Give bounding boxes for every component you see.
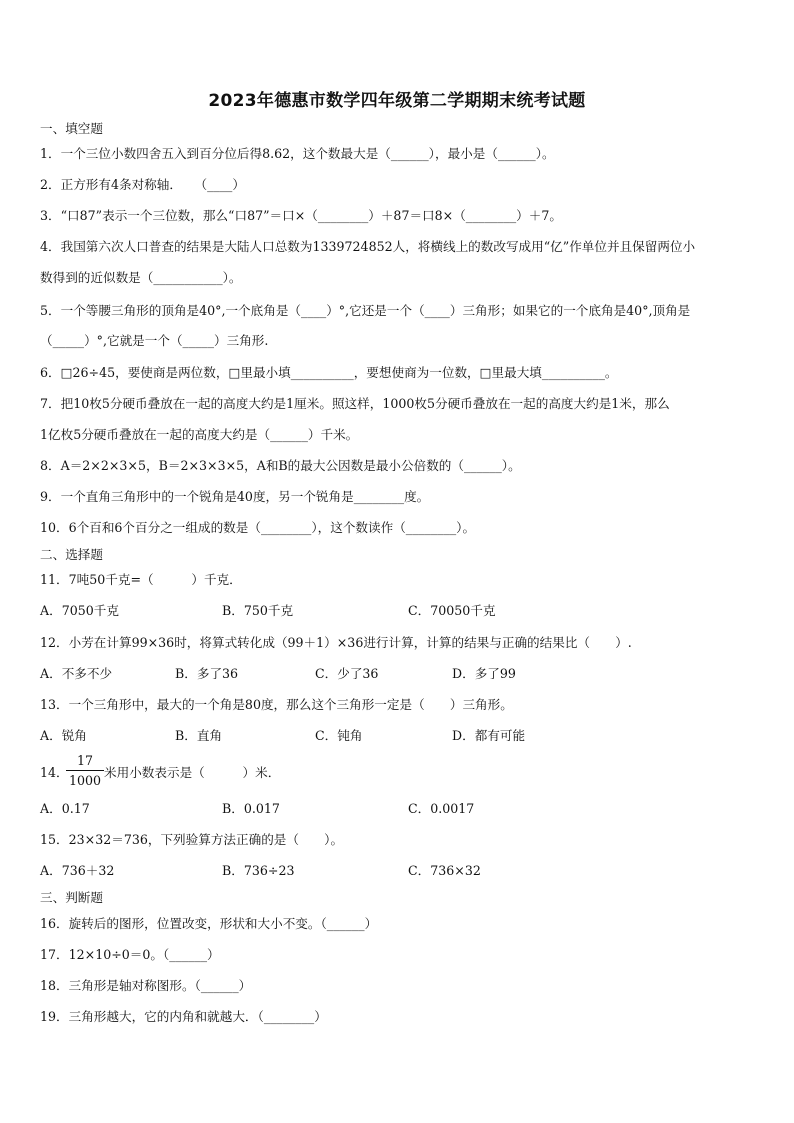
question-1: 1．一个三位小数四舍五入到百分位后得8.62，这个数最大是（______），最小是（______）。 [40,146,555,161]
question-17: 17．12×10÷0＝0。（______） [40,947,220,962]
page-title: 2023年德惠市数学四年级第二学期期末统考试题 [208,91,586,111]
question-13: 13．一个三角形中，最大的一个角是80度，那么这个三角形一定是（ ）三角形。 [40,697,513,712]
question-6: 6．□26÷45，要使商是两位数，□里最小填__________，要想使商为一位数，□里最大填__________。 [40,365,618,380]
option-b: B．直角 [175,728,223,743]
option-c: C．70050千克 [408,603,496,618]
option-a: A．736＋32 [40,863,115,878]
option-a: A．7050千克 [40,603,119,618]
question-14-options [40,801,758,817]
question-8: 8．A＝2×2×3×5，B＝2×3×3×5，A和B的最大公因数是最小公倍数的（______）。 [40,458,521,473]
option-d: D．多了99 [452,666,516,681]
option-c: C．736×32 [408,863,481,878]
question-14-number: 14． [40,765,69,780]
question-18: 18．三角形是轴对称图形。（______） [40,978,252,993]
question-12-options [40,666,758,682]
question-19: 19．三角形越大，它的内角和就越大．（________） [40,1009,327,1024]
question-14-text: 米用小数表示是（ ）米． [104,765,281,780]
option-b: B．多了36 [175,666,239,681]
option-a: A．0.17 [40,801,90,816]
option-b: B．736÷23 [222,863,295,878]
question-11: 11．7吨50千克=（ ）千克． [40,572,242,587]
question-14-fraction [66,753,104,788]
section-heading-fill-blank: 一、填空题 [40,121,103,136]
question-5-line-1: 5．一个等腰三角形的顶角是40°,一个底角是（____）°,它还是一个（____）三角形；如果它的一个底角是40°,顶角是 [40,303,691,318]
question-2: 2．正方形有4条对称轴． （____） [40,177,245,192]
option-c: C．少了36 [315,666,379,681]
question-5-line-2: （_____）°,它就是一个（_____）三角形. [40,333,269,348]
fraction-denominator: 1000 [68,773,102,788]
question-13-options [40,728,758,744]
question-7-line-2: 1亿枚5分硬币叠放在一起的高度大约是（______）千米。 [40,427,359,442]
question-11-options [40,603,758,619]
option-d: D．都有可能 [452,728,526,743]
fraction-numerator: 17 [66,753,104,771]
question-4-line-1: 4．我国第六次人口普查的结果是大陆人口总数为1339724852人，将横线上的数改写成用“亿”作单位并且保留两位小 [40,239,696,254]
section-heading-judge: 三、判断题 [40,890,103,905]
section-heading-choice: 二、选择题 [40,547,103,562]
question-3: 3．“口87”表示一个三位数，那么“口87”＝口×（________）＋87＝口8×（________）＋7。 [40,208,562,223]
question-15: 15．23×32＝736，下列验算方法正确的是（ ）。 [40,832,344,847]
option-b: B．0.017 [222,801,280,816]
option-a: A．锐角 [40,728,87,743]
question-16: 16．旋转后的图形，位置改变，形状和大小不变。（______） [40,916,378,931]
option-c: C．0.0017 [408,801,475,816]
question-9: 9．一个直角三角形中的一个锐角是40度，另一个锐角是________度。 [40,489,430,504]
question-10: 10．6个百和6个百分之一组成的数是（________），这个数读作（________）。 [40,520,476,535]
option-c: C．钝角 [315,728,363,743]
option-a: A．不多不少 [40,666,113,681]
option-b: B．750千克 [222,603,294,618]
question-7-line-1: 7．把10枚5分硬币叠放在一起的高度大约是1厘米。照这样，1000枚5分硬币叠放在一起的高度大约是1米，那么 [40,396,670,411]
question-15-options [40,863,758,879]
question-4-line-2: 数得到的近似数是（___________）。 [40,270,242,285]
question-12: 12．小芳在计算99×36时，将算式转化成（99＋1）×36进行计算，计算的结果与正确的结果比（ ）. [40,635,632,650]
